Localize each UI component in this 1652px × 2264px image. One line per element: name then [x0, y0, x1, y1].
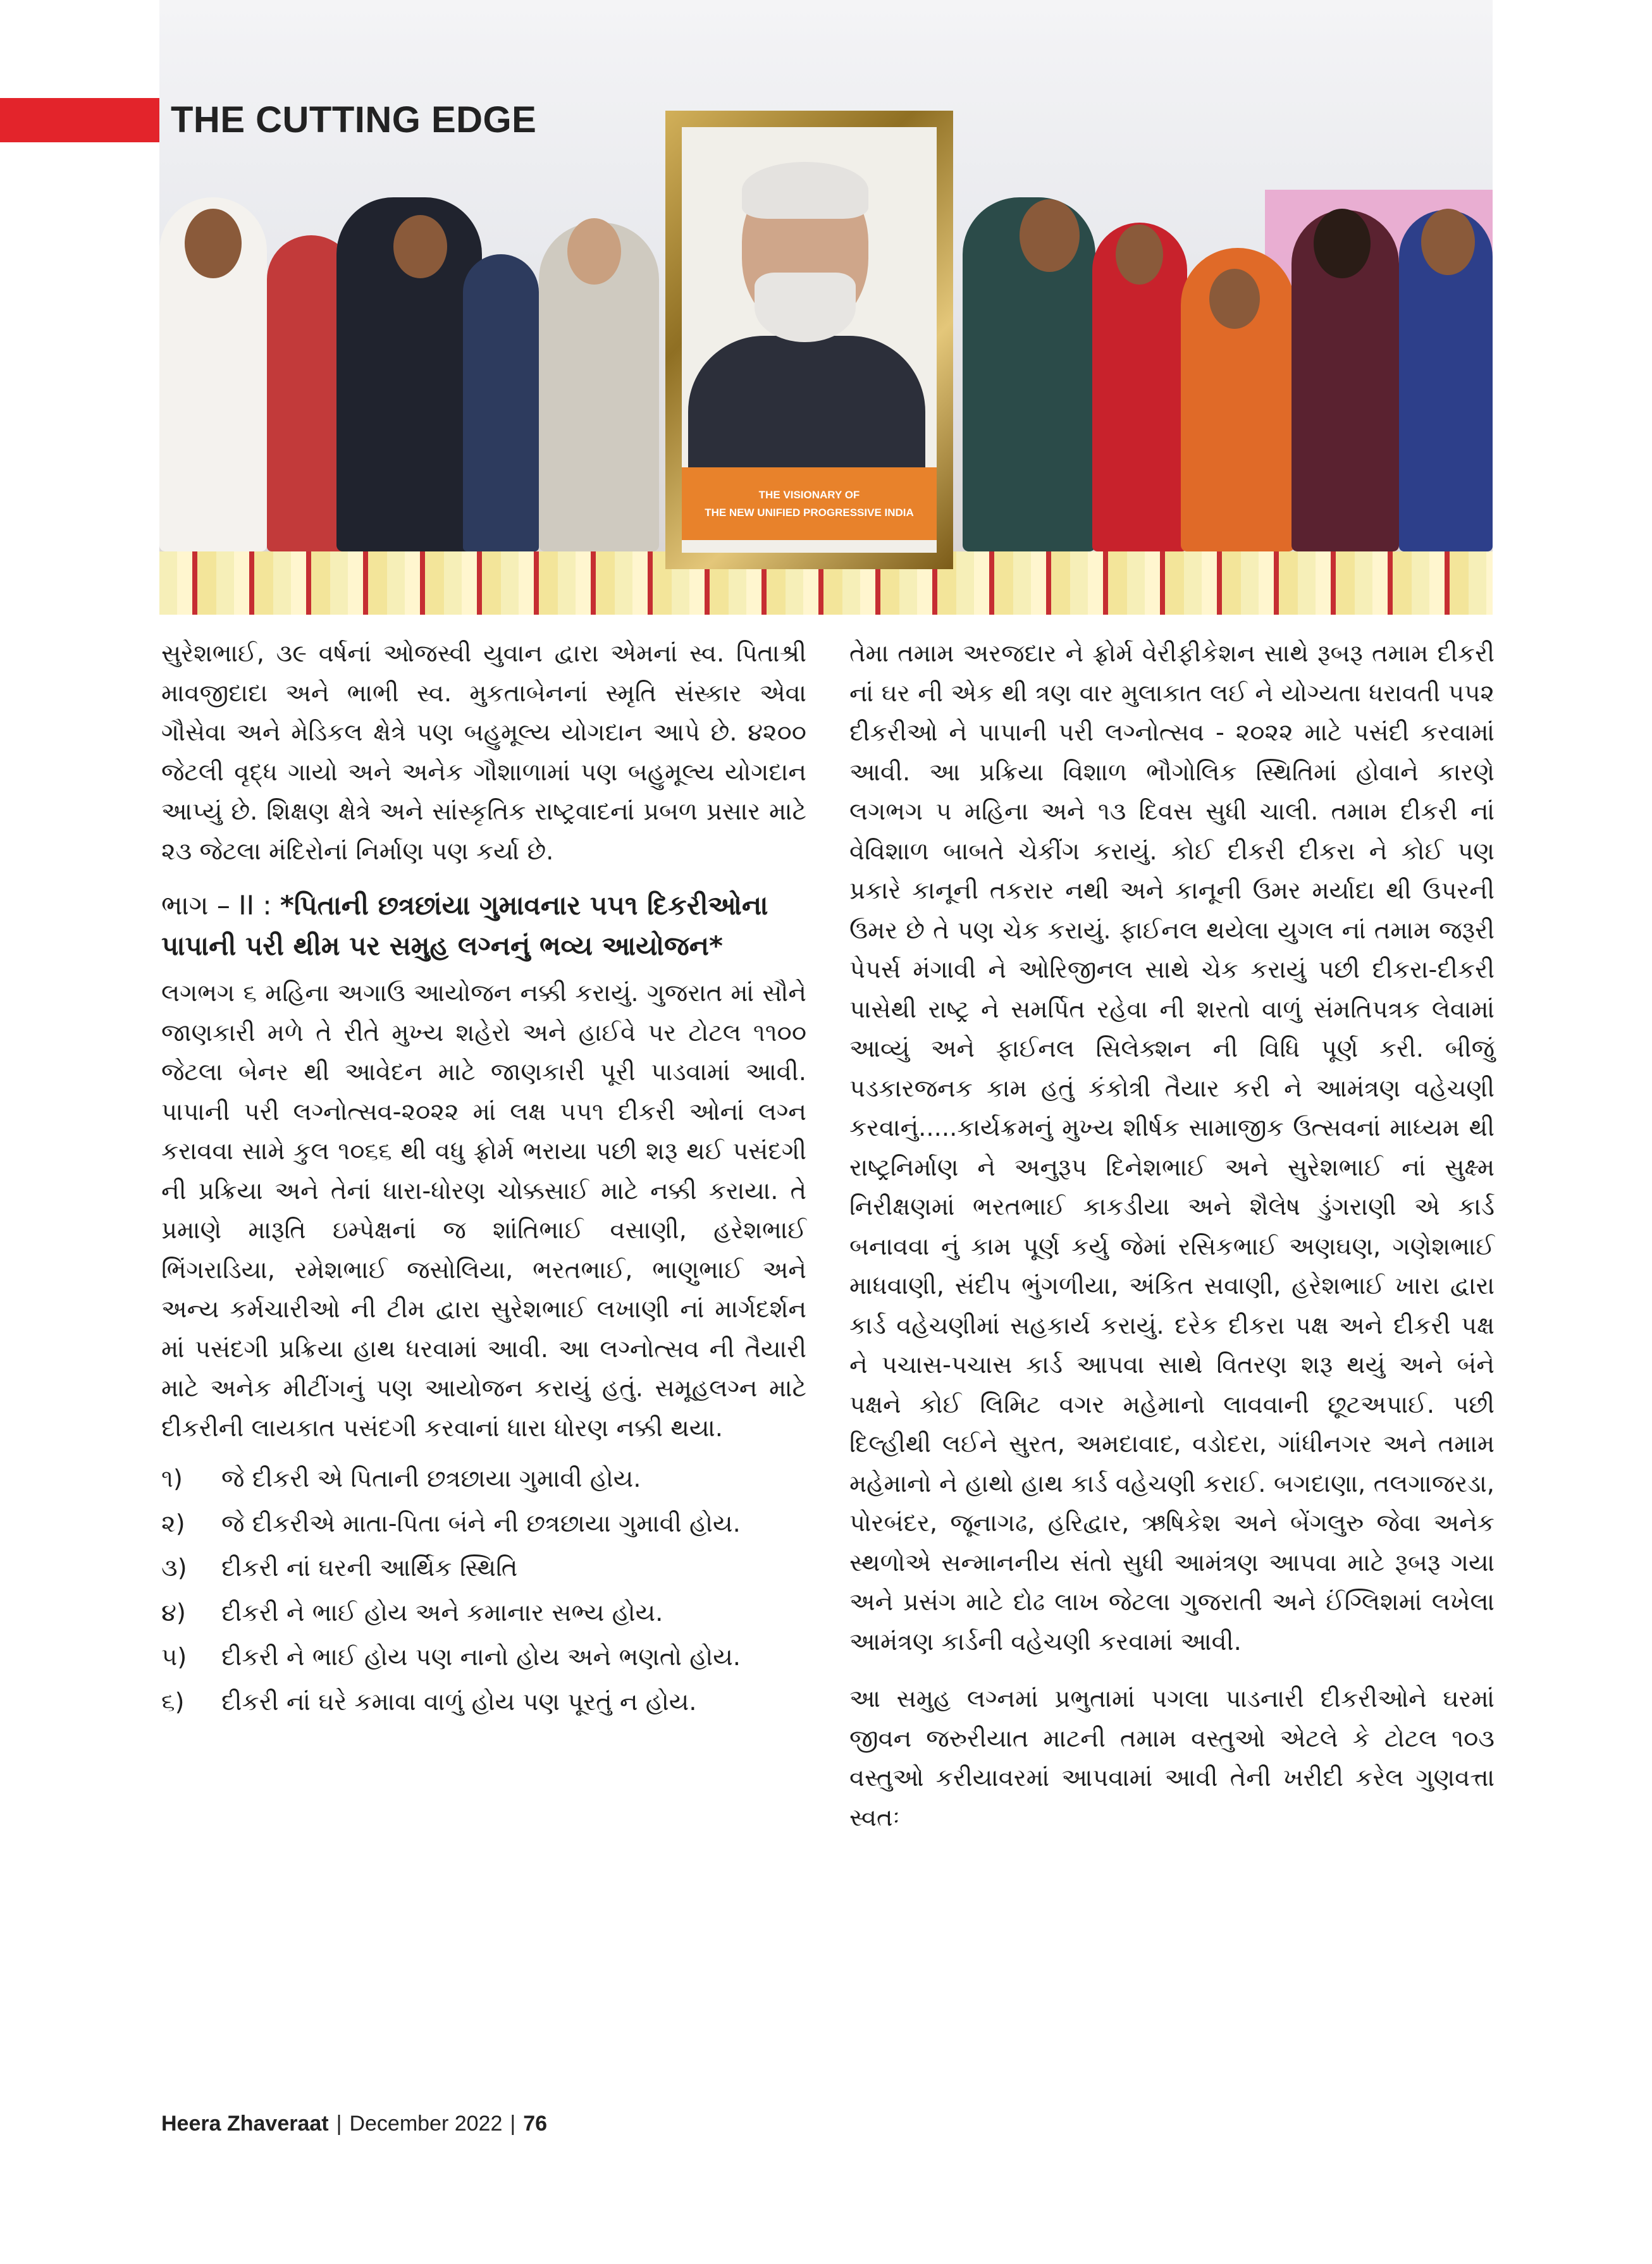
- list-number: ૪): [161, 1598, 186, 1627]
- portrait-coat: [688, 336, 925, 488]
- intro-paragraph: સુરેશભાઈ, ૩૯ વર્ષનાં ઓજસ્વી યુવાન દ્વારા એમનાં સ્વ. પિતાશ્રી માવજીદાદા અને ભાભી સ્વ. મુકતાબેનનાં સ્મૃતિ સંસ્કાર એવા ગૌસેવા અને મેડિકલ ક્ષેત્રે પણ બહુમૂલ્ય યોગદાન આપે છે. ૪૨૦૦ જેટલી વૃદ્ધ ગાયો અને અનેક ગૌશાળામાં પણ બહુમૂલ્ય યોગદાન આપ્યું છે. શિક્ષણ ક્ષેત્રે અને સાંસ્કૃતિક રાષ્ટ્રવાદનાં પ્રબળ પ્રસાર માટે ૨૩ જેટલા મંદિરોનાં નિર્માણ પણ કર્યા છે.: [161, 639, 806, 866]
- person-head: [567, 218, 621, 285]
- list-number: ૨): [161, 1509, 185, 1538]
- person-head: [1314, 209, 1371, 278]
- person-head: [1209, 269, 1260, 329]
- section-accent-bar: [0, 98, 159, 142]
- body-paragraph: તેમા તમામ અરજદાર ને ફ્રોર્મ વેરીફીકેશન સાથે રૂબરૂ તમામ દીકરી નાં ઘર ની એક થી ત્રણ વાર મુલાકાત લઈ ને યોગ્યતા ધરાવતી ૫૫૨ દીકરીઓ ને પાપાની પરી લગ્નોત્સવ - ૨૦૨૨ માટે પસંદી કરવામાં આવી. આ પ્રક્રિયા વિશાળ ભૌગોલિક સ્થિતિમાં હોવાને કારણે લગભગ ૫ મહિના અને ૧૩ દિવસ સુધી ચાલી. તમામ દીકરી નાં વેવિશાળ બાબતે ચેકીંગ કરાયું. કોઈ દીકરી દીકરા ને કોઈ પણ પ્રકારે કાનૂની તકરાર નથી અને કાનૂની ઉમર મર્યાદા થી ઉપરની ઉમર છે તે પણ ચેક કરાયું. ફાઈનલ થયેલા યુગલ નાં તમામ જરૂરી પેપર્સ મંગાવી ને ઓરિજીનલ સાથે ચેક કરાયું પછી દીકરા-દીકરી પાસેથી રાષ્ટ્ર ને સમર્પિત રહેવા ની શરતો વાળું સંમતિપત્રક લેવામાં આવ્યું અને ફાઈનલ સિલેક્શન ની વિધિ પૂર્ણ કરી. બીજું પડકારજનક કામ હતું કંકોત્રી તૈયાર કરી ને આમંત્રણ વહેચણી કરવાનું.....કાર્યક્રમનું મુખ્ય શીર્ષક સામાજીક ઉત્સવનાં માધ્યમ થી રાષ્ટ્રનિર્માણ ને અનુરૂપ દિનેશભાઈ અને સુરેશભાઈ નાં સુક્ષ્મ નિરીક્ષણમાં ભરતભાઈ કાકડીયા અને શૈલેષ ડુંગરાણી એ કાર્ડ બનાવવા નું કામ પૂર્ણ કર્યુ જેમાં રસિકભાઈ અણઘણ, ગણેશભાઈ માધવાણી, સંદીપ ભુંગળીયા, અંકિત સવાણી, હરેશભાઈ ખારા દ્વારા કાર્ડ વહેચણીમાં સહકાર્ય કરાયું. દરેક દીકરા પક્ષ અને દીકરી પક્ષ ને પચાસ-પચાસ કાર્ડ આપવા સાથે વિતરણ શરૂ થયું અને બંને પક્ષને કોઈ લિમિટ વગર મહેમાનો લાવવાની છૂટઅપાઈ. પછી દિલ્હીથી લઈને સુરત, અમદાવાદ, વડોદરા, ગાંધીનગર અને તમામ મહેમાનો ને હાથો હાથ કાર્ડ વહેચણી કરાઈ. બગદાણા, તલગાજરડા, પોરબંદર, જૂનાગઢ, હરિદ્વાર, ઋષિકેશ અને બેંગલુરુ જેવા અનેક સ્થળોએ સન્માનનીય સંતો સુધી આમંત્રણ આપવા માટે રૂબરૂ ગયા અને પ્રસંગ માટે દોઢ લાખ જેટલા ગુજરાતી અને ઈંગ્લિશમાં લખેલા આમંત્રણ કાર્ડની વહેચણી કરવામાં આવી.: [849, 639, 1495, 1656]
- list-item: [161, 1683, 806, 1723]
- footer-separator: |: [336, 2112, 342, 2136]
- portrait-banner: [682, 467, 937, 540]
- section-heading: [161, 885, 806, 966]
- list-item: [161, 1594, 806, 1633]
- person-head: [1020, 199, 1080, 272]
- list-number: ૧): [161, 1465, 183, 1493]
- article-column-right: [849, 634, 1495, 1838]
- section-label: THE CUTTING EDGE: [171, 99, 537, 140]
- article-column-left: [161, 634, 806, 1727]
- person-head: [185, 209, 242, 278]
- heading-text: *પિતાની છત્રછાંયા ગુમાવનાર ૫૫૧ દિકરીઓના પાપાની પરી થીમ પર સમુહ લગ્નનું ભવ્ય આયોજન*: [161, 890, 768, 961]
- list-text: જે દીકરી એ પિતાની છત્રછાયા ગુમાવી હોય.: [221, 1465, 641, 1493]
- list-item: [161, 1638, 806, 1678]
- publication-name: Heera Zhaveraat: [161, 2112, 329, 2136]
- list-number: ૬): [161, 1687, 185, 1716]
- list-item: [161, 1549, 806, 1589]
- body-paragraph: લગભગ ૬ મહિના અગાઉ આયોજન નક્કી કરાયું. ગુજરાત માં સૌને જાણકારી મળે તે રીતે મુખ્ય શહેરો અને હાઈવે પર ટોટલ ૧૧૦૦ જેટલા બેનર થી આવેદન માટે જાણકારી પૂરી પાડવામાં આવી. પાપાની પરી લગ્નોત્સવ-૨૦૨૨ માં લક્ષ ૫૫૧ દીકરી ઓનાં લગ્ન કરાવવા સામે કુલ ૧૦૬૬ થી વધુ ફ્રોર્મ ભરાયા પછી શરૂ થઈ પસંદગી ની પ્રક્રિયા અને તેનાં ધારા-ધોરણ ચોક્કસાઈ માટે નક્કી કરાયા. તે પ્રમાણે મારૂતિ ઇમ્પેક્ષનાં જ શાંતિભાઈ વસાણી, હરેશભાઈ ભિંગરાડિયા, રમેશભાઈ જસોલિયા, ભરતભાઈ, ભાણુભાઈ અને અન્ય કર્મચારીઓ ની ટીમ દ્વારા સુરેશભાઈ લખાણી નાં માર્ગદર્શન માં પસંદગી પ્રક્રિયા હાથ ધરવામાં આવી. આ લગ્નોત્સવ ની તૈયારી માટે અનેક મીટીંગનું પણ આયોજન કરાયું હતું. સમૂહલગ્ન માટે દીકરીની લાયકાત પસંદગી કરવાનાં ધારા ધોરણ નક્કી થયા.: [161, 979, 806, 1443]
- list-number: ૩): [161, 1554, 187, 1582]
- list-number: ૫): [161, 1643, 187, 1671]
- list-item: [161, 1504, 806, 1544]
- portrait-hair: [742, 162, 868, 219]
- banner-line-2: THE NEW UNIFIED PROGRESSIVE INDIA: [705, 506, 914, 519]
- page-footer: [161, 2108, 547, 2139]
- person-figure: [463, 254, 539, 551]
- issue-date: December 2022: [349, 2112, 503, 2136]
- footer-separator: |: [510, 2112, 516, 2136]
- portrait-beard: [755, 273, 856, 342]
- list-text: દીકરી નાં ઘરે કમાવા વાળું હોય પણ પૂરતું ન હોય.: [221, 1687, 697, 1716]
- list-text: જે દીકરીએ માતા-પિતા બંને ની છત્રછાયા ગુમાવી હોય.: [221, 1509, 741, 1538]
- body-paragraph: આ સમુહ લગ્નમાં પ્રભુતામાં પગલા પાડનારી દીકરીઓને ઘરમાં જીવન જરુરીયાત માટની તમામ વસ્તુઓ એટલે કે ટોટલ ૧૦૩ વસ્તુઓ કરીયાવરમાં આપવામાં આવી તેની ખરીદી કરેલ ગુણવત્તા સ્વતઃ: [849, 1685, 1495, 1832]
- person-head: [393, 215, 447, 278]
- person-head: [1116, 225, 1163, 285]
- portrait: [682, 127, 937, 553]
- event-photo: [159, 0, 1493, 615]
- page-number: 76: [523, 2112, 548, 2136]
- portrait-frame: [665, 111, 953, 569]
- list-text: દીકરી ને ભાઈ હોય અને કમાનાર સભ્ય હોય.: [221, 1598, 663, 1627]
- list-text: દીકરી ને ભાઈ હોય પણ નાનો હોય અને ભણતો હોય.: [221, 1643, 741, 1671]
- list-item: [161, 1460, 806, 1499]
- list-text: દીકરી નાં ઘરની આર્થિક સ્થિતિ: [221, 1554, 518, 1582]
- criteria-list: [161, 1460, 806, 1722]
- heading-prefix: ભાગ – II :: [161, 890, 280, 921]
- person-head: [1421, 209, 1475, 275]
- banner-line-1: THE VISIONARY OF: [758, 488, 860, 501]
